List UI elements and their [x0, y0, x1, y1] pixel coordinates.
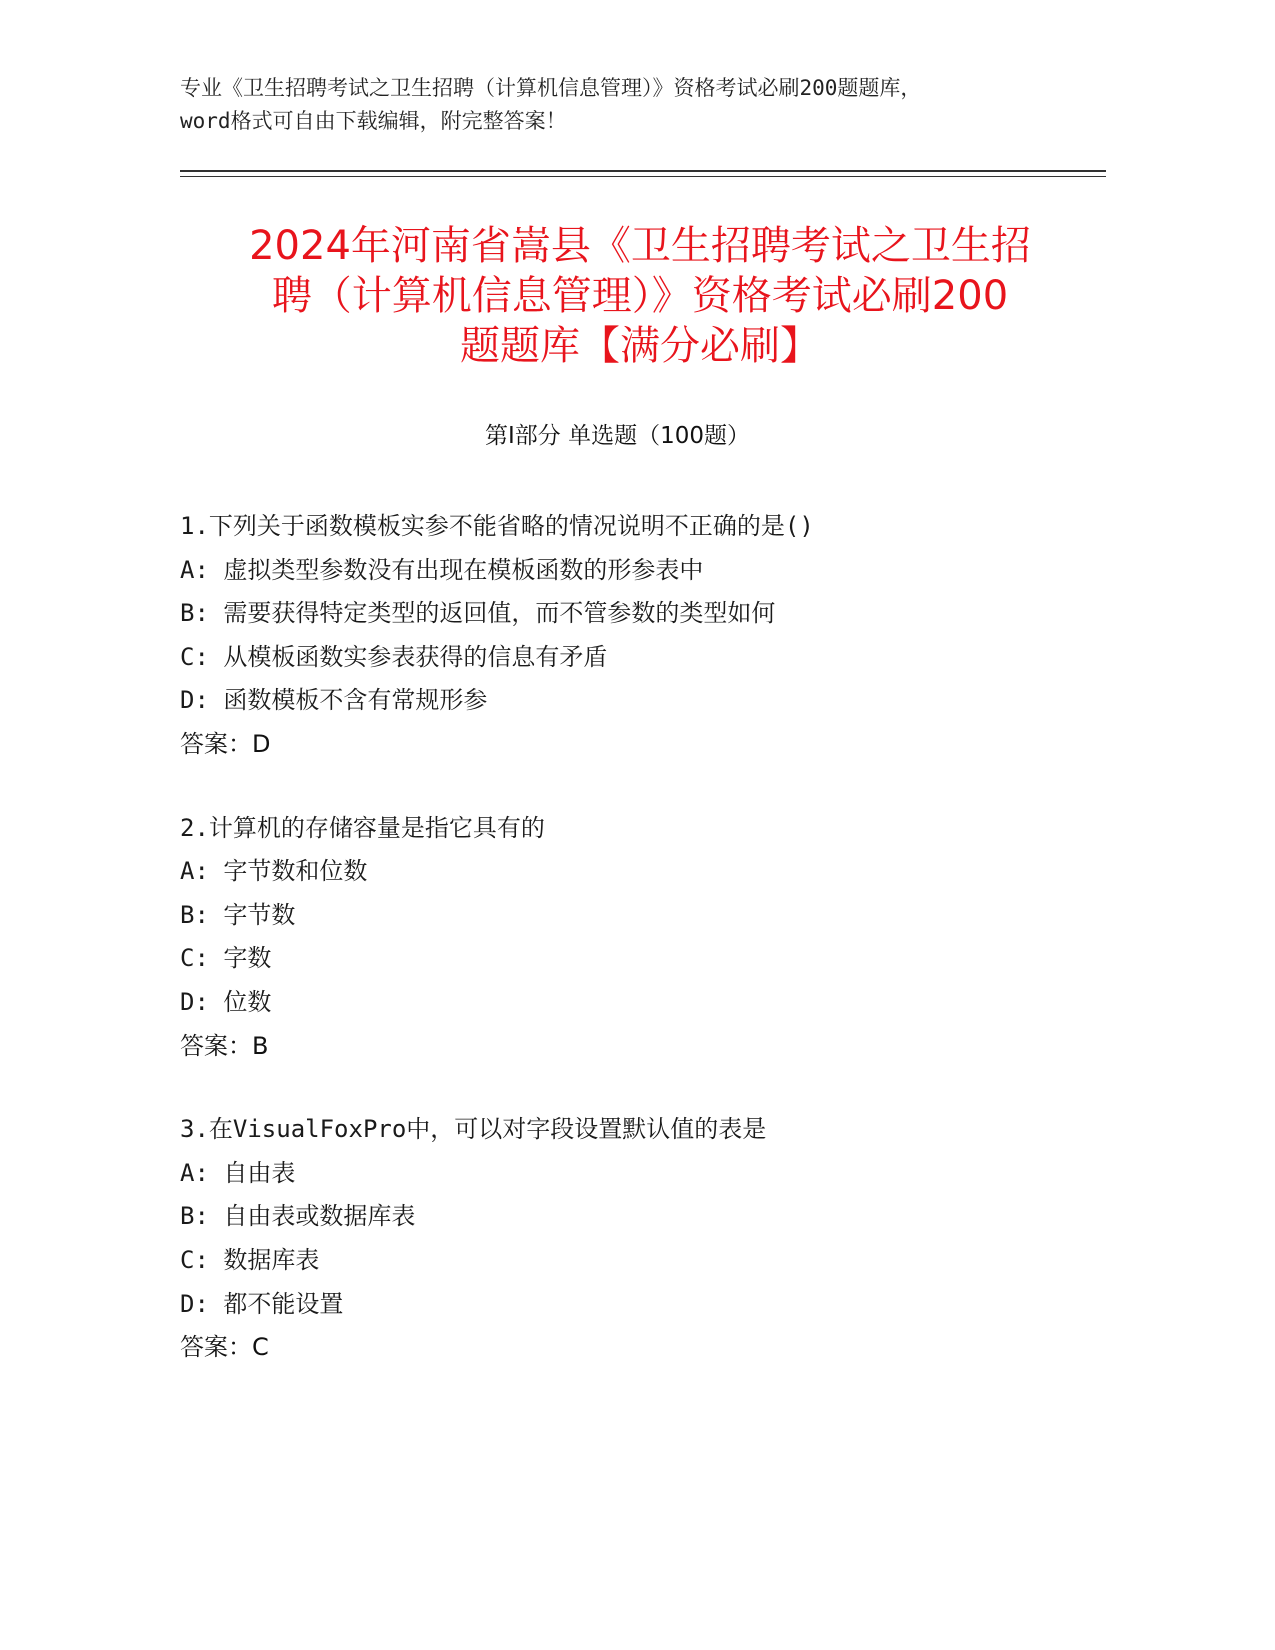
answer: 答案：C — [180, 1333, 269, 1362]
option-c: C: 从模板函数实参表获得的信息有矛盾 — [180, 642, 608, 671]
header-note-line-2: word格式可自由下载编辑，附完整答案！ — [180, 109, 567, 133]
document-title-line-3: 题题库【满分必刷】 — [460, 323, 820, 369]
question-stem: 2.计算机的存储容量是指它具有的 — [180, 813, 545, 842]
header-note-line-1: 专业《卫生招聘考试之卫生招聘（计算机信息管理）》资格考试必刷200题题库， — [180, 76, 922, 100]
header-divider-thick — [180, 170, 1106, 172]
option-b: B: 自由表或数据库表 — [180, 1202, 416, 1231]
question-stem: 3.在VisualFoxPro中，可以对字段设置默认值的表是 — [180, 1115, 767, 1144]
option-d: D: 都不能设置 — [180, 1289, 344, 1318]
option-c: C: 数据库表 — [180, 1245, 320, 1274]
option-a: A: 虚拟类型参数没有出现在模板函数的形参表中 — [180, 555, 704, 584]
answer: 答案：D — [180, 729, 271, 758]
option-d: D: 函数模板不含有常规形参 — [180, 686, 488, 715]
document-title — [160, 221, 1120, 371]
section-title: 第Ⅰ部分 单选题（100题） — [485, 423, 750, 449]
option-d: D: 位数 — [180, 987, 272, 1016]
header-note — [180, 72, 1110, 138]
question-1 — [180, 505, 1120, 767]
header-divider-thin — [180, 176, 1106, 177]
option-a: A: 自由表 — [180, 1158, 296, 1187]
question-3 — [180, 1108, 1120, 1370]
question-list — [180, 505, 1120, 1410]
option-b: B: 字节数 — [180, 900, 296, 929]
question-2 — [180, 807, 1120, 1069]
question-stem: 1.下列关于函数模板实参不能省略的情况说明不正确的是() — [180, 512, 814, 540]
document-title-line-1: 2024年河南省嵩县《卫生招聘考试之卫生招 — [249, 223, 1031, 269]
option-b: B: 需要获得特定类型的返回值，而不管参数的类型如何 — [180, 599, 776, 628]
option-a: A: 字节数和位数 — [180, 857, 368, 886]
option-c: C: 字数 — [180, 944, 272, 973]
answer: 答案：B — [180, 1031, 269, 1060]
document-title-line-2: 聘（计算机信息管理）》资格考试必刷200 — [271, 273, 1009, 319]
